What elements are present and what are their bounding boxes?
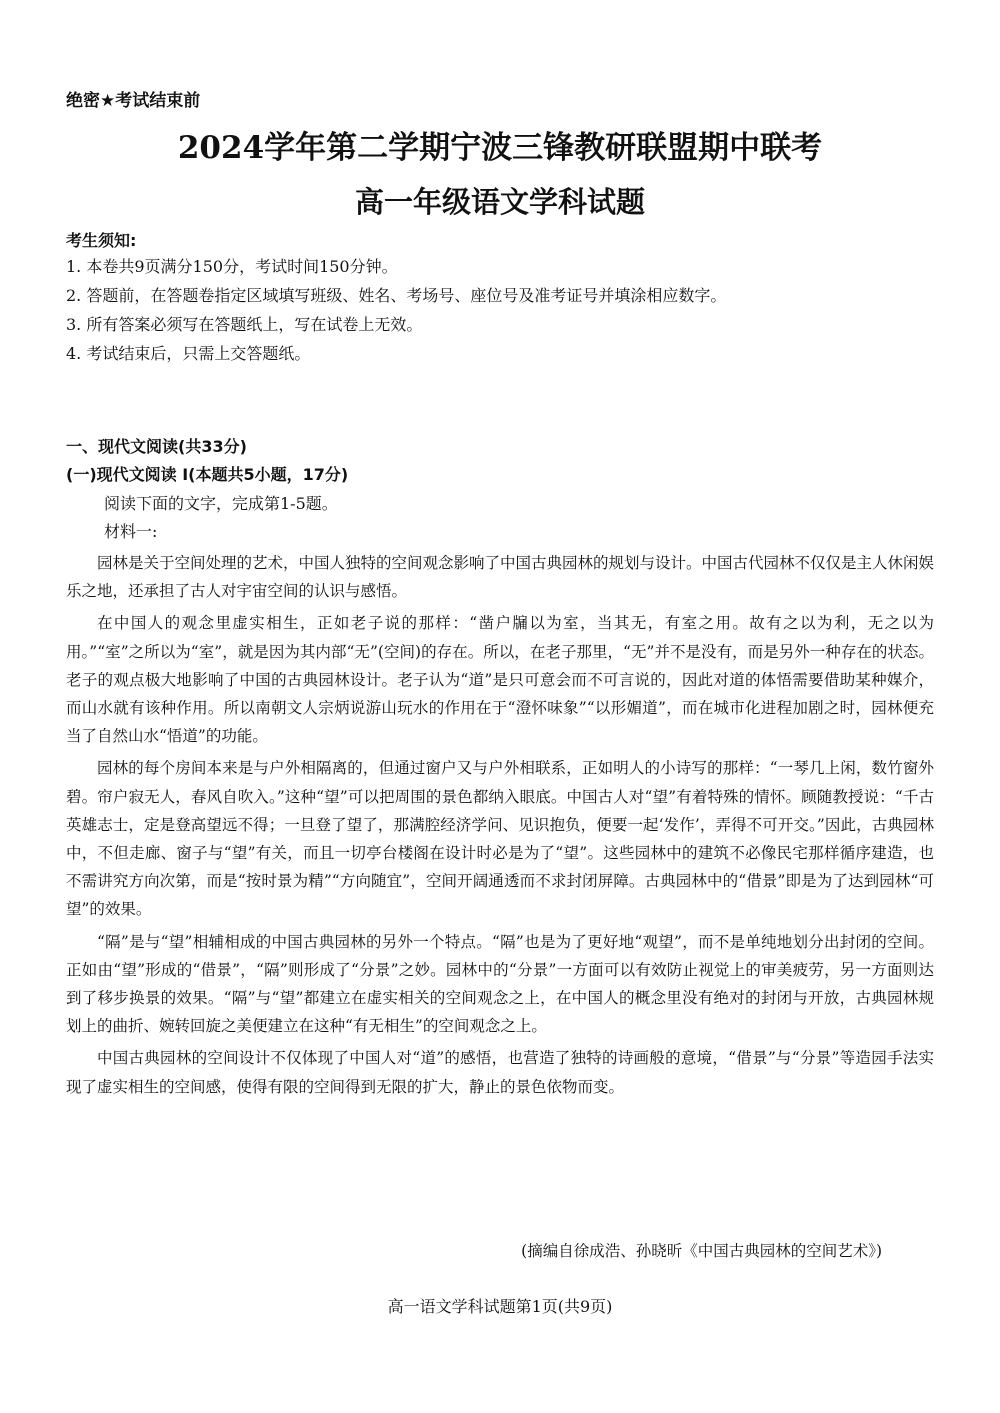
- notice-item: 1. 本卷共9页满分150分，考试时间150分钟。: [66, 257, 398, 276]
- passage-paragraph: 园林是关于空间处理的艺术，中国人独特的空间观念影响了中国古典园林的规划与设计。中国古代园林不仅仅是主人休闲娱乐之地，还承担了古人对宇宙空间的认识与感悟。: [66, 554, 935, 601]
- notice-item: 4. 考试结束后，只需上交答题纸。: [66, 344, 311, 363]
- secret-label: 绝密★考试结束前: [66, 91, 201, 111]
- exam-title: 2024学年第二学期宁波三锋教研联盟期中联考: [177, 130, 823, 166]
- page-footer: 高一语文学科试题第1页(共9页): [387, 1297, 613, 1316]
- subsection-title: (一)现代文阅读 I(本题共5小题，17分): [66, 465, 349, 484]
- notice-item: 2. 答题前，在答题卷指定区域填写班级、姓名、考场号、座位号及准考证号并填涂相应数字。: [66, 286, 727, 305]
- passage-paragraph: 园林的每个房间本来是与户外相隔离的，但通过窗户又与户外相联系，正如明人的小诗写的那样：“一琴几上闲，数竹窗外碧。帘户寂无人，春风自吹入。”这种“望”可以把周围的景色都纳入眼底。中国古人对“望”有着特殊的情怀。顾随教授说：“千古英雄志士，定是登高望远不得；一旦登了望了，那满腔经济学问、见识抱负，便要一起‘发作’，弄得不可开交。”因此，古典园林中，不但走廊、窗子与“望”有关，而且一切亭台楼阁在设计时必是为了“望”。这些园林中的建筑不必像民宅那样循序建造，也不需讲究方向次第，而是“按时景为精”“方向随宜”，空间开阔通透而不求封闭屏障。古典园林中的“借景”即是为了达到园林“可望”的效果。: [66, 759, 934, 919]
- notice-list: [66, 256, 946, 372]
- notice-item: 3. 所有答案必须写在答题纸上，写在试卷上无效。: [66, 315, 423, 334]
- passage-paragraph: 中国古典园林的空间设计不仅体现了中国人对“道”的感悟，也营造了独特的诗画般的意境，“借景”与“分景”等造园手法实现了虚实相生的空间感，使得有限的空间得到无限的扩大，静止的景色依物而变。: [66, 1049, 934, 1096]
- notice-title: 考生须知:: [66, 231, 137, 250]
- material-label: 材料一:: [104, 522, 158, 541]
- passage-paragraph: “隔”是与“望”相辅相成的中国古典园林的另外一个特点。“隔”也是为了更好地“观望”，而不是单纯地划分出封闭的空间。正如由“望”形成的“借景”，“隔”则形成了“分景”之妙。园林中的“分景”一方面可以有效防止视觉上的审美疲劳，另一方面则达到了移步换景的效果。“隔”与“望”都建立在虚实相关的空间观念之上，在中国人的概念里没有绝对的封闭与开放，古典园林规划上的曲折、婉转回旋之美便建立在这种“有无相生”的空间观念之上。: [66, 932, 934, 1036]
- passage-source: (摘编自徐成浩、孙晓昕《中国古典园林的空间艺术》): [521, 1242, 882, 1260]
- exam-subtitle: 高一年级语文学科试题: [354, 185, 645, 219]
- section-title: 一、现代文阅读(共33分): [66, 437, 247, 456]
- reading-instruction: 阅读下面的文字，完成第1-5题。: [104, 494, 338, 513]
- passage-paragraph: 在中国人的观念里虚实相生，正如老子说的那样：“凿户牖以为室，当其无，有室之用。故有之以为利，无之以为用。”“室”之所以为“室”，就是因为其内部“无”(空间)的存在。所以，在老子那里，“无”并不是没有，而是另外一种存在的状态。老子的观点极大地影响了中国的古典园林设计。老子认为“道”是只可意会而不可言说的，因此对道的体悟需要借助某种媒介，而山水就有该种作用。所以南朝文人宗炳说游山玩水的作用在于“澄怀味象”“以形媚道”，而在城市化进程加剧之时，园林便充当了自然山水“悟道”的功能。: [66, 614, 934, 746]
- reading-passage: [66, 549, 934, 1105]
